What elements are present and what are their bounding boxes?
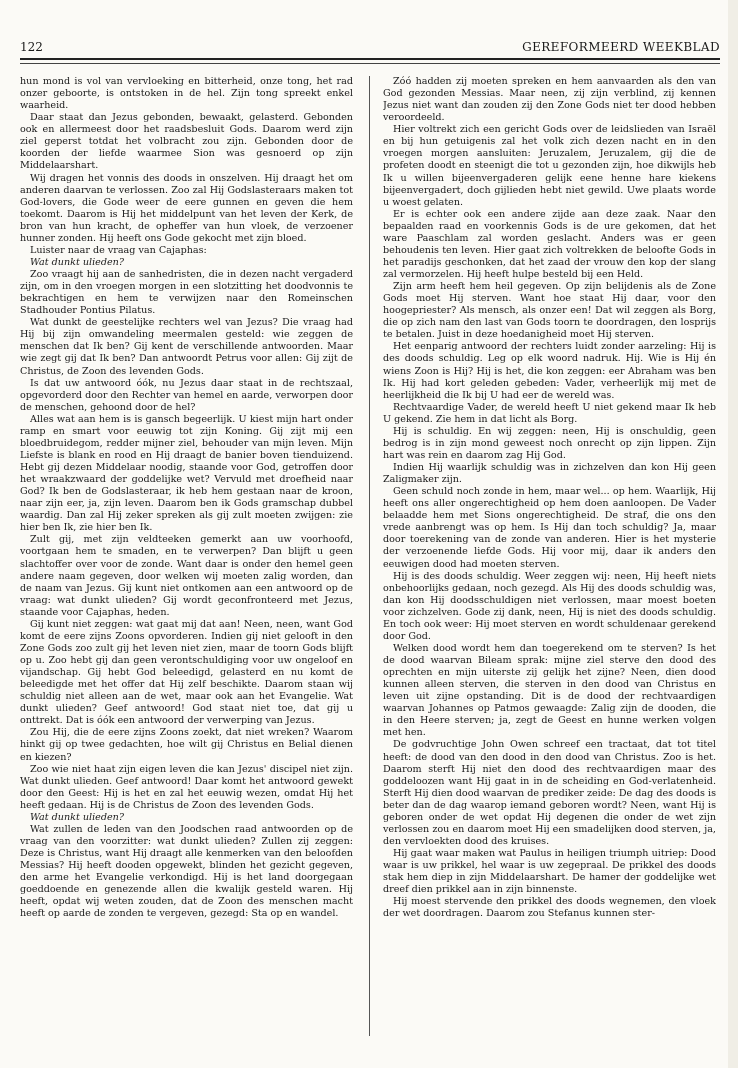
column-divider [369, 76, 370, 1036]
paragraph: Wat dunkt de geestelijke rechters wel van Jezus? Die vraag had Hij bij zijn omwandeling meermalen gesteld: wie zeggen de menschen dat Ik ben? Gij kent de verschillende antwoorden. Maar wie zegt gij dat Ik ben? Dan antwoordt Petrus voor allen: Gij zijt de Christus, de Zoon des levenden Gods. [20, 317, 353, 377]
paragraph: Welken dood wordt hem dan toegerekend om te sterven? Is het de dood waarvan Bileam sprak: mijne ziel sterve den dood des oprechten en mijn uiterste zij gelijk het zijne? Neen, dien dood kunnen alleen sterven, die sterven in den dood van Christus en leven uit zijne opstanding. Dit is de dood der rechtvaardigen waarvan Johannes op Patmos gewaagde: Zalig zijn de dooden, die in den Heere sterven; ja, zegt de Geest en hunne werken volgen met hen. [383, 642, 716, 739]
scan-edge [728, 0, 738, 1068]
paragraph: Hij is schuldig. En wij zeggen: neen, Hij is onschuldig, geen bedrog is in zijn mond geweest noch onrecht op zijn lippen. Zijn hart was rein en daarom zag Hij God. [383, 425, 716, 461]
header-rule-thin [20, 63, 720, 64]
paragraph: Rechtvaardige Vader, de wereld heeft U niet gekend maar Ik heb U gekend. Zie hem in dat licht als Borg. [383, 401, 716, 425]
paragraph: Zoo wie niet haat zijn eigen leven die kan Jezus' discipel niet zijn. Wat dunkt ulieden. Geef antwoord! Daar komt het antwoord gewekt door den Geest: Hij is het en zal het eeuwig wezen, omdat Hij het heeft gedaan. Hij is de Christus de Zoon des levenden Gods. [20, 763, 353, 811]
paragraph: Wij dragen het vonnis des doods in onszelven. Hij draagt het om anderen daarvan te verlossen. Zoo zal Hij Godslasteraars maken tot God-lovers, die Gode weer de eere gunnen en geven die hem toekomt. Daarom is Hij het middelpunt van het leven der Kerk, de bron van hun kracht, de opheffer van hun vloek, de verzoener hunner zonden. Hij heeft ons Gode gekocht met zijn bloed. [20, 172, 353, 244]
paragraph: Hij is des doods schuldig. Weer zeggen wij: neen, Hij heeft niets onbehoorlijks gedaan, noch gezegd. Als Hij des doods schuldig was, dan kon Hij doodsschuldigen niet verlossen, maar moest boeten voor zichzelven. Gode zij dank, neen, Hij is niet des doods schuldig. En toch ook weer: Hij moet sterven en wordt schuldenaar gerekend door God. [383, 570, 716, 642]
paragraph: De godvruchtige John Owen schreef een tractaat, dat tot titel heeft: de dood van den dood in den dood van Christus. Zoo is het. Daarom sterft Hij niet den dood des rechtvaardigen maar des goddeloozen want Hij gaat in in de scheiding en God-verlatenheid. Sterft Hij dien dood waarvan de prediker zeide: De dag des doods is beter dan de dag waarop iemand geboren wordt? Neen, want Hij is geboren onder de wet opdat Hij degenen die onder de wet zijn verlossen zou en daarom moet Hij een smadelijken dood sterven, ja, den vervloekten dood des kruises. [383, 739, 716, 847]
right-column [383, 76, 716, 1036]
paragraph: Is dat uw antwoord óók, nu Jezus daar staat in de rechtszaal, opgevorderd door den Rechter van hemel en aarde, verworpen door de menschen, gehoond door de hel? [20, 377, 353, 413]
left-column [20, 76, 353, 1036]
paragraph: Indien Hij waarlijk schuldig was in zichzelven dan kon Hij geen Zaligmaker zijn. [383, 462, 716, 486]
paragraph: Zijn arm heeft hem heil gegeven. Op zijn belijdenis als de Zone Gods moet Hij sterven. Want hoe staat Hij daar, voor den hoogepriester? Als mensch, als onzer een! Dat wil zeggen als Borg, die op zich nam den last van Gods toorn te doordragen, den losprijs te betalen. Juist in deze hoedanigheid moet Hij sterven. [383, 281, 716, 341]
page-header [20, 40, 720, 56]
paragraph: Hij moest stervende den prikkel des doods wegnemen, den vloek der wet doordragen. Daarom zou Stefanus kunnen ster- [383, 896, 716, 920]
paragraph: Zult gij, met zijn veldteeken gemerkt aan uw voorhoofd, voortgaan hem te smaden, en te verwerpen? Dan blijft u geen slachtoffer over voor de zonde. Want daar is onder den hemel geen andere naam gegeven, door welken wij moeten zalig worden, dan de naam van Jezus. Gij kunt niet ontkomen aan een antwoord op de vraag: wat dunkt ulieden? Gij wordt geconfronteerd met Jezus, staande voor Cajaphas, heden. [20, 534, 353, 618]
paragraph: Hier voltrekt zich een gericht Gods over de leidslieden van Israël en bij hun getuigenis zal het volk zich dezen nacht en in den vroegen morgen aansluiten: Jeruzalem, Jeruzalem, gij die de profeten doodt en steenigt die tot u gezonden zijn, hoe dikwijls heb Ik u willen bijeenvergaderen gelijk eene henne hare kiekens bijeenvergadert, doch gijlieden hebt niet gewild. Uwe plaats worde u woest gelaten. [383, 124, 716, 208]
paragraph: Er is echter ook een andere zijde aan deze zaak. Naar den bepaalden raad en voorkennis Gods is de ure gekomen, dat het ware Paaschlam zal worden geslacht. Anders was er geen behoudenis ten leven. Hier gaat zich voltrekken de beloofte Gods in het paradijs geschonken, dat het zaad der vrouw den kop der slang zal vermorzelen. Hij heeft hulpe besteld bij een Held. [383, 208, 716, 280]
paragraph: Zóó hadden zij moeten spreken en hem aanvaarden als den van God gezonden Messias. Maar neen, zij zijn verblind, zij kennen Jezus niet want dan zouden zij den Zone Gods niet ter dood hebben veroordeeld. [383, 76, 716, 124]
italic-question: Wat dunkt ulieden? [30, 256, 125, 268]
page-number: 122 [20, 40, 43, 54]
paragraph: Gij kunt niet zeggen: wat gaat mij dat aan! Neen, neen, want God komt de eere zijns Zoons opvorderen. Indien gij niet gelooft in den Zone Gods zoo zult gij het leven niet zien, maar de toorn Gods blijft op u. Zoo hebt gij dan geen verontschuldiging voor uw ongeloof en vijandschap. Gij hebt God beleedigd, gelasterd en nu komt de beleedigde met het offer dat Hij zelf beschikte. Daarom staan wij schuldig niet alleen aan de wet, maar ook aan het Evangelie. Wat dunkt ulieden? Geef antwoord! God staat niet toe, dat gij u onttrekt. Dat is óók een antwoord der verwerping van Jezus. [20, 618, 353, 727]
paragraph: Het eenparig antwoord der rechters luidt zonder aarzeling: Hij is des doods schuldig. Leg op elk woord nadruk. Hij. Wie is Hij én wiens Zoon is Hij? Hij is het, die kon zeggen: eer Abraham was ben Ik. Hij had kort geleden gebeden: Vader, verheerlijk mij met de heerlijkheid die Ik bij U had eer de wereld was. [383, 341, 716, 401]
paragraph: Zou Hij, die de eere zijns Zoons zoekt, dat niet wreken? Waarom hinkt gij op twee gedachten, hoe wilt gij Christus en Belial dienen en kiezen? [20, 727, 353, 763]
italic-question: Wat dunkt ulieden? [30, 811, 125, 823]
paragraph: Geen schuld noch zonde in hem, maar wel... op hem. Waarlijk, Hij heeft ons aller ongerechtigheid op hem doen aanloopen. De Vader belaadde hem met Sions ongerechtigheid. De straf, die ons den vrede aanbrengt was op hem. Is Hij dan toch schuldig? Ja, maar door toerekening van de zonde van anderen. Hier is het mysterie der verzoenende liefde Gods. Hij voor mij, daar ik anders den eeuwigen dood had moeten sterven. [383, 486, 716, 570]
paragraph: hun mond is vol van vervloeking en bitterheid, onze tong, het rad onzer geboorte, is ontstoken in de hel. Zijn tong spreekt enkel waarheid. [20, 76, 353, 112]
running-title: GEREFORMEERD WEEKBLAD [522, 40, 720, 54]
paragraph: Alles wat aan hem is is gansch begeerlijk. U kiest mijn hart onder ramp en smart voor eeuwig tot zijn Koning. Gij zijt mij een bloedbruidegom, redder mijner ziel, behouder van mijn leven. Mijn Liefste is blank en rood en Hij draagt de banier boven tienduizend. Hebt gij dezen Middelaar noodig, staande voor God, getroffen door het wraakzwaard der goddelijke wet? Vervuld met droefheid naar God? Ik ben de Godslasteraar, ik heb hem gestaan naar de kroon, naar zijn eer, ja, zijn leven. Daarom ben ik Gods gramschap dubbel waardig. Dan zal Hij zeker spreken als gij zult moeten zwijgen: zie hier ben Ik, zie hier ben Ik. [20, 413, 353, 534]
header-rule [20, 58, 720, 60]
paragraph: Daar staat dan Jezus gebonden, bewaakt, gelasterd. Gebonden ook en allermeest door het raadsbesluit Gods. Daarom werd zijn ziel geperst totdat het volbracht zou zijn. Gebonden door de koorden der liefde waarmee Sion was gesnoerd op zijn Middelaarshart. [20, 112, 353, 172]
paragraph: Zoo vraagt hij aan de sanhedristen, die in dezen nacht vergaderd zijn, om in den vroegen morgen in een slotzitting het doodvonnis te bekrachtigen en hem te verwijzen naar den Romeinschen Stadhouder Pontius Pilatus. [20, 269, 353, 317]
paragraph: Luister naar de vraag van Cajaphas: [30, 244, 207, 256]
paragraph: Hij gaat waar maken wat Paulus in heiligen triumph uitriep: Dood waar is uw prikkel, hel waar is uw zegepraal. De prikkel des doods stak hem diep in zijn Middelaarshart. De hamer der goddelijke wet dreef dien prikkel aan in zijn binnenste. [383, 848, 716, 896]
paragraph: Wat zullen de leden van den Joodschen raad antwoorden op de vraag van den voorzitter: wat dunkt ulieden? Zullen zij zeggen: Deze is Christus, want Hij draagt alle kenmerken van den beloofden Messias? Hij heeft dooden opgewekt, blinden het gezicht gegeven, den arme het Evangelie verkondigd. Hij is het land doorgegaan goeddoende en genezende allen die kwalijk gesteld waren. Hij heeft, opdat wij weten zouden, dat de Zoon des menschen macht heeft op aarde de zonden te vergeven, gezegd: Sta op en wandel. [20, 823, 353, 920]
